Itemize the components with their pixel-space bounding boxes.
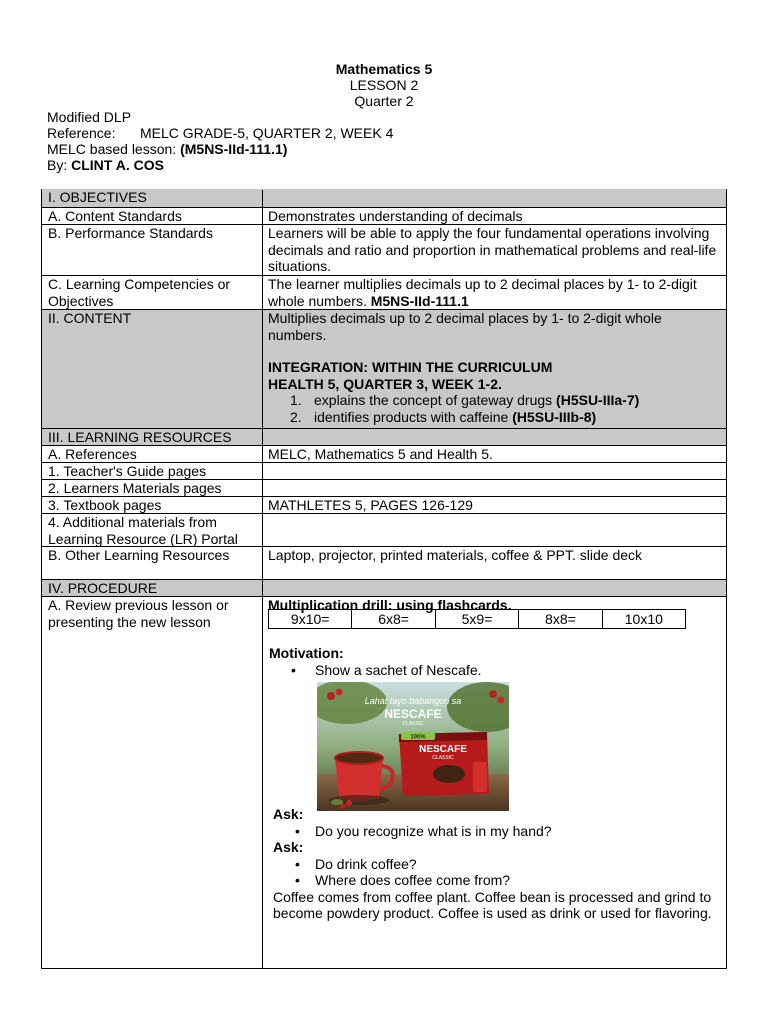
competencies-label: C. Learning Competencies or Objectives [48, 276, 231, 309]
performance-standards-label: B. Performance Standards [48, 225, 213, 241]
nescafe-product-image [317, 682, 509, 811]
review-lesson-label: A. Review previous lesson or presenting the new lesson [48, 597, 229, 630]
lesson-number: LESSON 2 [349, 77, 419, 93]
brand-text: NESCAFE [384, 707, 442, 721]
reference-label: Reference: [47, 125, 116, 141]
motivation-item: • Show a sachet of Nescafe. [269, 662, 719, 679]
content-heading: II. CONTENT [48, 310, 132, 326]
additional-materials-label: 4. Additional materials from Learning Resource (LR) Portal [48, 514, 238, 547]
flashcards-table [268, 609, 686, 629]
row-performance-standards [42, 224, 726, 275]
banner-text: Lahat tayo babangon sa [364, 696, 462, 706]
flashcard-cell: 6x8= [351, 610, 434, 628]
badge-text: 100% [410, 734, 426, 741]
row-learners-materials [42, 479, 726, 496]
integration-title: INTEGRATION: WITHIN THE CURRICULUM [268, 359, 553, 375]
quarter-label: Quarter 2 [354, 93, 414, 109]
author-name: CLINT A. COS [71, 157, 164, 173]
author-line [47, 157, 164, 173]
ask2-item: • Do drink coffee? [273, 856, 723, 873]
integration-list [268, 392, 720, 425]
reference-value: MELC GRADE-5, QUARTER 2, WEEK 4 [140, 125, 394, 141]
learners-materials-label: 2. Learners Materials pages [48, 480, 222, 496]
content-standards-label: A. Content Standards [48, 208, 182, 224]
row-competencies [42, 275, 726, 309]
references-label: A. References [48, 446, 137, 462]
ask-block [273, 806, 723, 922]
row-other-resources [42, 546, 726, 579]
other-resources-value: Laptop, projector, printed materials, coffee & PPT. slide deck [268, 547, 643, 563]
row-references [42, 445, 726, 462]
ask2-item: • Where does coffee come from? [273, 872, 723, 889]
nescafe-image-svg [317, 682, 509, 811]
melc-line [47, 141, 287, 157]
drill-title: Multiplication drill: using flashcards. [268, 597, 512, 613]
flashcard-cell: 9x10= [290, 611, 330, 627]
performance-standards-value: Learners will be able to apply the four fundamental operations involving decimals and ratio and proportion in mathematical problems and real-life situations. [268, 225, 717, 274]
teachers-guide-label: 1. Teacher's Guide pages [48, 463, 207, 479]
pack-sub-text: CLASSIC [432, 755, 454, 761]
reference-line [47, 125, 115, 141]
ask2-label: Ask: [273, 839, 304, 855]
integration-subtitle: HEALTH 5, QUARTER 3, WEEK 1-2. [268, 375, 502, 392]
document-subject: Mathematics 5 [335, 61, 433, 77]
row-additional-materials [42, 513, 726, 546]
content-description: Multiplies decimals up to 2 decimal places by 1- to 2-digit whole numbers. [268, 310, 662, 343]
references-value: MELC, Mathematics 5 and Health 5. [268, 446, 493, 462]
integration-item: 1. explains the concept of gateway drugs (H5SU-IIIa-7) [290, 392, 640, 408]
other-resources-label: B. Other Learning Resources [48, 547, 230, 563]
closing-text: Coffee comes from coffee plant. Coffee bean is processed and grind to become powdery product. Coffee is used as drink or used for flavoring. [273, 888, 712, 921]
melc-code: (M5NS-IId-111.1) [180, 141, 288, 157]
row-resources [42, 428, 726, 445]
column-divider [262, 190, 263, 968]
ask1-label: Ask: [273, 806, 304, 822]
dlp-label: Modified DLP [47, 109, 132, 125]
content-standards-value: Demonstrates understanding of decimals [268, 208, 523, 224]
by-label: By: [47, 157, 72, 173]
competencies-text: The learner multiplies decimals up to 2 decimal places by 1- to 2-digit whole numbers. [268, 276, 697, 309]
motivation-block [269, 645, 719, 678]
integration-item: 2. identifies products with caffeine (H5SU-IIIb-8) [290, 408, 597, 425]
objectives-heading: I. OBJECTIVES [48, 189, 147, 205]
textbook-value: MATHLETES 5, PAGES 126-129 [268, 497, 473, 513]
pack-brand-text: NESCAFE [419, 744, 467, 755]
resources-heading: III. LEARNING RESOURCES [48, 429, 232, 445]
brand-sub-text: CLASSIC [402, 721, 424, 727]
competencies-value [268, 276, 720, 309]
flashcard-cell: 8x8= [518, 610, 601, 628]
textbook-label: 3. Textbook pages [48, 497, 162, 513]
row-objectives [42, 189, 726, 207]
row-teachers-guide [42, 462, 726, 479]
flashcard-cell: 10x10 [602, 610, 685, 628]
competencies-code: M5NS-IId-111.1 [370, 292, 469, 309]
content-value [268, 310, 720, 425]
row-content-standards [42, 207, 726, 224]
procedure-heading: IV. PROCEDURE [48, 580, 158, 596]
ask1-item: • Do you recognize what is in my hand? [273, 823, 723, 840]
flashcard-cell: 5x9= [435, 610, 518, 628]
motivation-label: Motivation: [269, 645, 344, 661]
row-content [42, 309, 726, 428]
row-procedure [42, 579, 726, 596]
melc-label: MELC based lesson: [47, 141, 181, 157]
row-textbook [42, 496, 726, 513]
